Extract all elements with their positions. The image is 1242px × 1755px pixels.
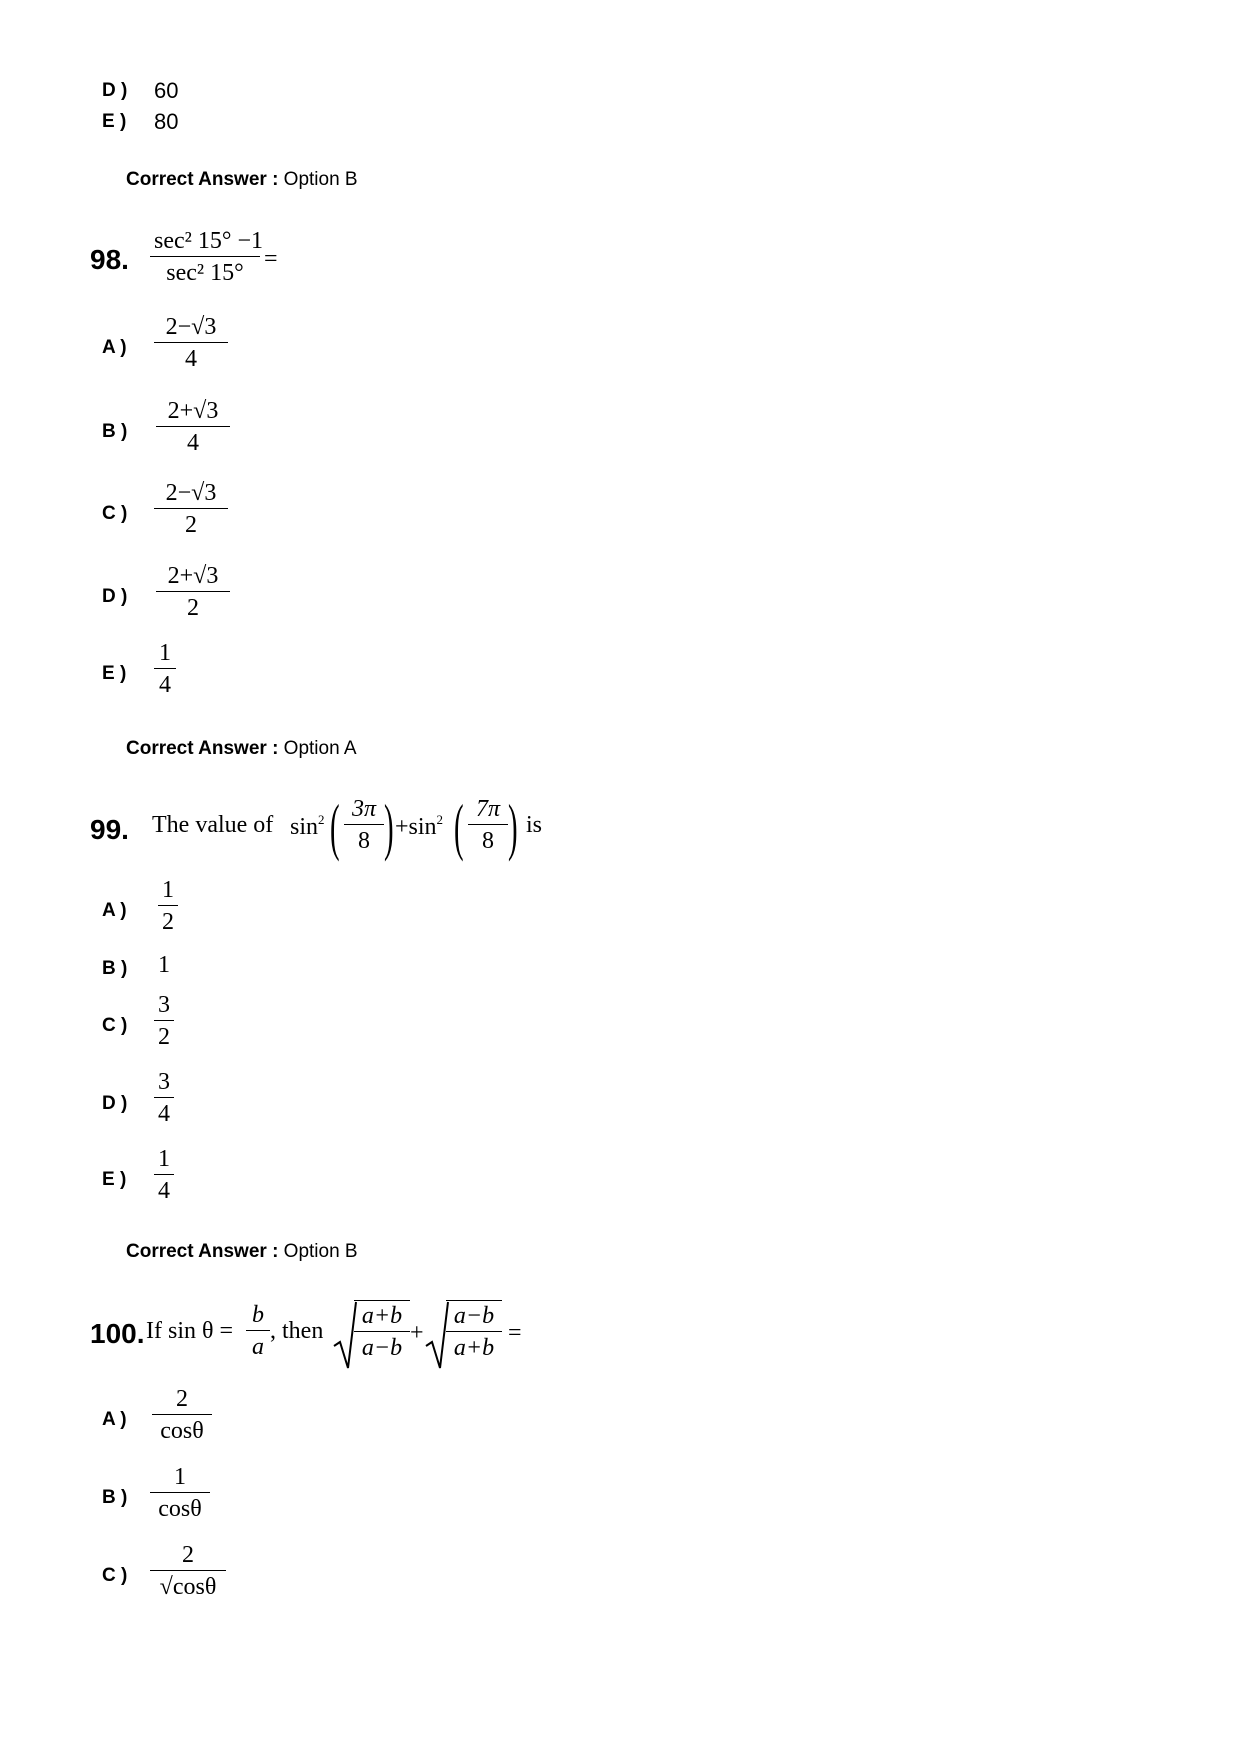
sin-squared-2: $+\sin^2$: [395, 812, 444, 840]
option-label: A ): [102, 1409, 127, 1430]
root2-denominator: a+b: [453, 1335, 495, 1361]
left-paren: (: [454, 791, 464, 862]
option-label: C ): [102, 1015, 128, 1036]
term1-numerator: 3π: [351, 796, 377, 822]
root1-numerator: a+b: [361, 1303, 403, 1329]
term1-denominator: 8: [358, 828, 370, 854]
root2-fraction: [446, 1300, 502, 1364]
option-text: 1: [158, 952, 170, 978]
option-denominator: 4: [158, 1101, 170, 1127]
option-label: A ): [102, 900, 127, 921]
correct-answer: [126, 169, 358, 191]
option-numerator: 2: [182, 1542, 194, 1568]
correct-answer-value: Option B: [283, 1241, 358, 1262]
option-fraction: [154, 990, 174, 1053]
option-fraction: [156, 561, 230, 624]
option-denominator: 2: [158, 1024, 170, 1050]
option-numerator: 1: [174, 1464, 186, 1490]
stem-suffix: is: [526, 812, 543, 838]
option-label: A ): [102, 337, 127, 358]
correct-answer-value: Option A: [283, 738, 357, 759]
option-denominator: 2: [187, 595, 199, 621]
question-stem-fraction: [150, 226, 263, 289]
question-number: 100.: [90, 1318, 145, 1349]
stem-prefix: The value of: [152, 812, 274, 838]
option-fraction: [154, 1067, 174, 1130]
option-label: D ): [102, 586, 128, 607]
stem-then: , then: [270, 1318, 324, 1344]
right-paren: ): [384, 791, 394, 862]
option-denominator: 2: [185, 512, 197, 538]
option-denominator: 4: [185, 346, 197, 372]
correct-answer: [126, 738, 357, 760]
option-label: D ): [102, 80, 128, 101]
correct-answer-label: Correct Answer :: [126, 1241, 279, 1262]
plus-sign: +: [410, 1320, 424, 1346]
equals-sign: =: [508, 1320, 522, 1346]
option-numerator: 2−√3: [165, 314, 217, 340]
stem-denominator: sec² 15°: [166, 260, 244, 286]
option-fraction: [158, 875, 178, 938]
option-denominator: 4: [159, 672, 171, 698]
option-label: E ): [102, 111, 127, 132]
option-fraction: [154, 638, 176, 701]
ratio-numerator: b: [252, 1302, 264, 1328]
right-paren: ): [508, 791, 518, 862]
option-denominator: 2: [162, 909, 174, 935]
term2-numerator: 7π: [475, 796, 501, 822]
root2-numerator: a−b: [453, 1303, 495, 1329]
root1-denominator: a−b: [361, 1335, 403, 1361]
term2-denominator: 8: [482, 828, 494, 854]
option-label: B ): [102, 1487, 128, 1508]
option-denominator: 4: [158, 1178, 170, 1204]
root1-fraction: [354, 1300, 410, 1364]
left-paren: (: [330, 791, 340, 862]
option-numerator: 2: [176, 1386, 188, 1412]
option-fraction: [152, 1384, 212, 1447]
option-label: C ): [102, 503, 128, 524]
option-denominator: cosθ: [158, 1496, 202, 1522]
option-label: D ): [102, 1093, 128, 1114]
option-numerator: 3: [158, 992, 170, 1018]
option-text: 80: [154, 109, 179, 134]
term1-fraction: [344, 794, 384, 857]
term2-fraction: [468, 794, 508, 857]
option-label: B ): [102, 421, 128, 442]
option-fraction: [154, 478, 228, 541]
equals-sign: =: [264, 246, 278, 272]
option-label: E ): [102, 663, 127, 684]
option-numerator: 1: [162, 877, 174, 903]
ratio-fraction: [246, 1300, 270, 1363]
correct-answer-label: Correct Answer :: [126, 169, 279, 190]
option-numerator: 3: [158, 1069, 170, 1095]
option-text: 60: [154, 78, 179, 103]
correct-answer: [126, 1241, 358, 1263]
option-fraction: [154, 312, 228, 375]
question-number: 99.: [90, 814, 129, 845]
option-numerator: 2−√3: [165, 480, 217, 506]
option-denominator: √cosθ: [159, 1574, 217, 1600]
option-numerator: 1: [158, 1146, 170, 1172]
stem-numerator: sec² 15° −1: [154, 228, 263, 254]
option-label: B ): [102, 958, 128, 979]
option-denominator: cosθ: [160, 1418, 204, 1444]
option-fraction: [150, 1540, 226, 1603]
option-label: E ): [102, 1169, 127, 1190]
option-numerator: 1: [159, 640, 171, 666]
option-numerator: 2+√3: [167, 563, 219, 589]
correct-answer-value: Option B: [283, 169, 358, 190]
question-number: 98.: [90, 244, 129, 275]
option-fraction: [156, 396, 230, 459]
option-fraction: [150, 1462, 210, 1525]
ratio-denominator: a: [252, 1334, 264, 1360]
stem-if: If sin θ =: [146, 1318, 234, 1344]
sin-squared-1: $\sin^2$: [290, 812, 325, 840]
option-fraction: [154, 1144, 174, 1207]
option-numerator: 2+√3: [167, 398, 219, 424]
correct-answer-label: Correct Answer :: [126, 738, 279, 759]
option-label: C ): [102, 1565, 128, 1586]
option-denominator: 4: [187, 430, 199, 456]
